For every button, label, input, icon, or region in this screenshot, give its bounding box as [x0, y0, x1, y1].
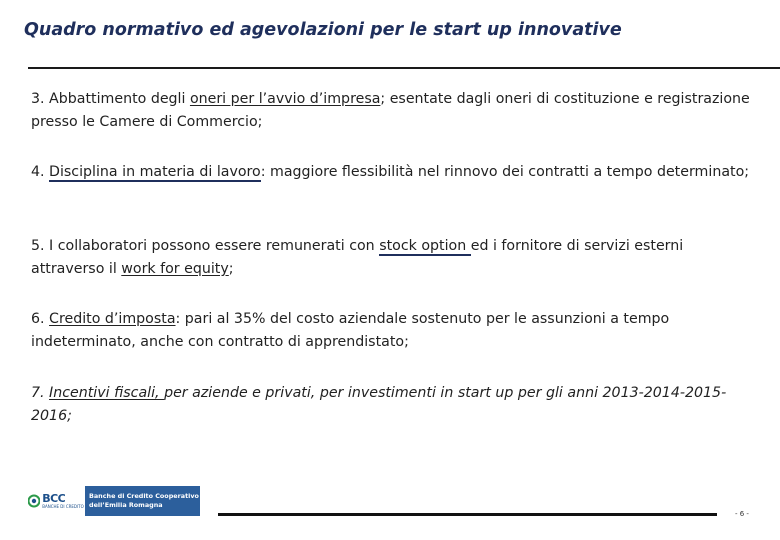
item-text: per aziende e privati, per investimenti in start up per gli anni 2013-2014-2015-2016;: [31, 385, 727, 424]
item-text: ;: [228, 261, 234, 277]
item-number: 7.: [31, 385, 50, 401]
logo-mark-area: [27, 486, 85, 516]
item-underlined-term: work for equity: [121, 261, 229, 277]
logo-line-2: dell’Emilia Romagna: [89, 501, 163, 509]
page-title: Quadro normativo ed agevolazioni per le start up innovative: [24, 20, 622, 40]
item-number: 4.: [31, 164, 50, 180]
item-underlined-term: Incentivi fiscali,: [49, 385, 165, 401]
bcc-logo: [27, 486, 200, 516]
item-text: : pari al 35% del costo aziendale sostenuto per le assunzioni a tempo indeterminato, anche con contratto di apprendistato;: [31, 311, 670, 350]
logo-line-1: Banche di Credito Cooperativo: [89, 492, 199, 500]
top-divider: [28, 67, 780, 69]
item-underlined-term: oneri per l’avvio d’impresa: [189, 91, 381, 107]
list-item-3: [31, 88, 753, 134]
list-item-4: [31, 161, 753, 184]
bottom-divider: [218, 513, 717, 516]
item-text: I collaboratori possono essere remunerati con: [49, 238, 380, 254]
item-number: 5.: [31, 238, 50, 254]
list-item-5: [31, 235, 753, 281]
item-text: ; esentate dagli oneri di costituzione e registrazione presso le Camere di Commercio;: [31, 91, 750, 130]
logo-mark: [28, 491, 84, 509]
page-number: - 6 -: [735, 510, 749, 518]
list-item-7: [31, 382, 753, 428]
item-text: Abbattimento degli: [49, 91, 190, 107]
item-underlined-term: stock option: [379, 238, 471, 254]
item-text: : maggiore flessibilità nel rinnovo dei contratti a tempo determinato;: [260, 164, 750, 180]
list-item-6: [31, 308, 753, 354]
item-text: ed i fornitore di servizi esterni attraverso il: [31, 238, 684, 277]
item-number: 6.: [31, 311, 50, 327]
item-underlined-term: Credito d’imposta: [49, 311, 176, 327]
item-number: 3.: [31, 91, 50, 107]
logo-text-block: [85, 486, 200, 516]
logo-sub-text: BANCHE DI CREDITO: [42, 503, 84, 509]
logo-bcc-text: BCC: [42, 491, 66, 505]
logo-emblem-icon: [28, 494, 40, 508]
item-underlined-term: Disciplina in materia di lavoro: [49, 164, 261, 180]
